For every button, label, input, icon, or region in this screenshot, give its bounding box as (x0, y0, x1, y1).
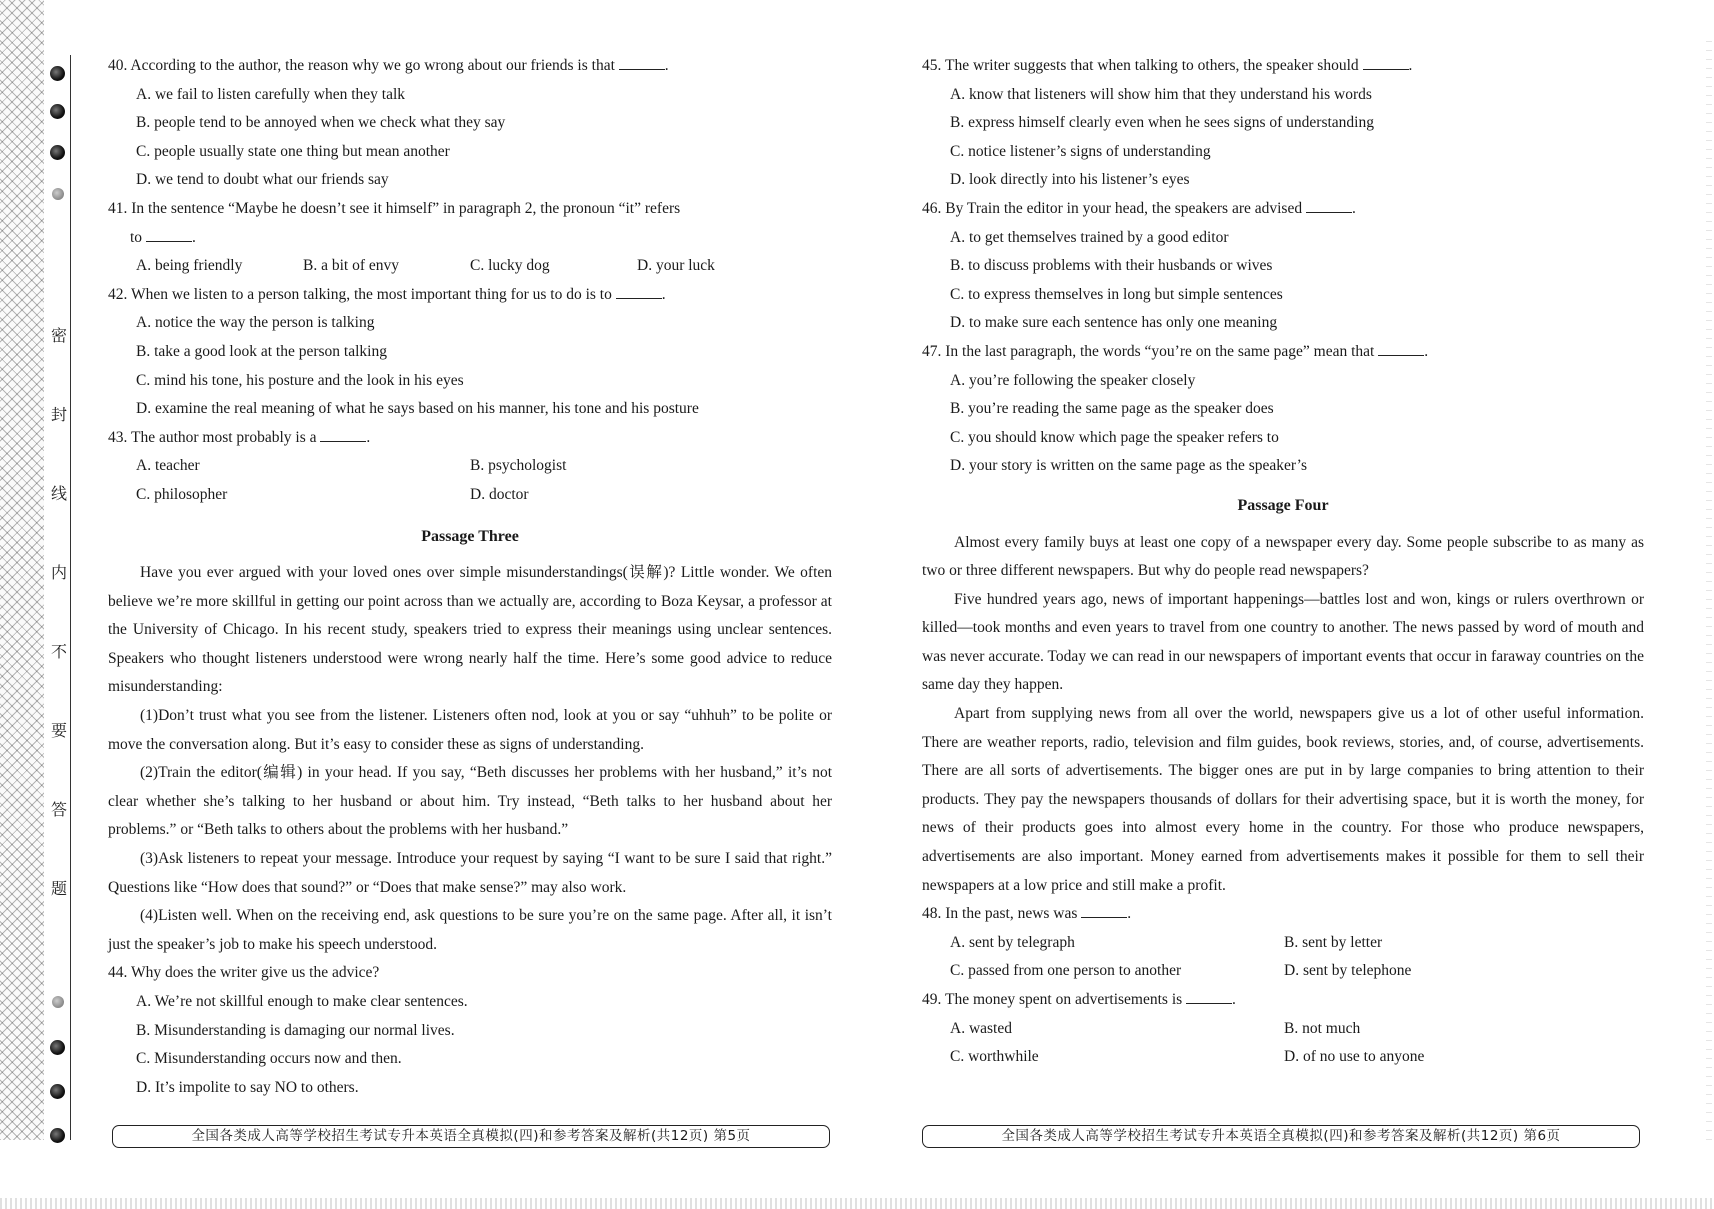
question-stem: 40. According to the author, the reason why we go wrong about our friends is that (108, 57, 615, 74)
option: C. you should know which page the speaker refers to (950, 428, 1279, 446)
passage-paragraph: (3)Ask listeners to repeat your message. Introduce your request by saying “I want to be sure I said that right.” Questions like “How does that sound?” or “Does that make sense?” may also work. (108, 850, 832, 896)
answer-blank (1306, 197, 1352, 213)
left-page (108, 52, 832, 1102)
passage-paragraph: Five hundred years ago, news of important happenings—battles lost and won, kings or rulers overthrown or killed—took months and even years to travel from one country to another. The news passed by word of mouth and was never accurate. Today we can read in our newspapers of important events that occur in faraway countries on the same day they happen. (922, 590, 1644, 694)
binding-hole (50, 1128, 65, 1143)
option: A. to get themselves trained by a good editor (950, 228, 1229, 246)
scan-edge-noise (1706, 40, 1712, 1140)
options-row (950, 1043, 1644, 1072)
option: A. you’re following the speaker closely (950, 371, 1196, 389)
question-47: 47. In the last paragraph, the words “you’re on the same page” mean that . (922, 338, 1644, 367)
option: B. take a good look at the person talking (136, 342, 387, 360)
option: B. a bit of envy (303, 257, 399, 275)
question-stem-cont: to (130, 228, 143, 246)
option: A. being friendly (136, 257, 243, 275)
option: B. Misunderstanding is damaging our normal lives. (136, 1021, 455, 1039)
answer-blank (616, 283, 662, 299)
option: A. teacher (136, 457, 200, 475)
option: D. to make sure each sentence has only one meaning (950, 314, 1278, 332)
option: B. you’re reading the same page as the speaker does (950, 400, 1274, 418)
option: D. we tend to doubt what our friends say (136, 171, 389, 189)
options-row (950, 957, 1644, 986)
option: A. wasted (950, 1019, 1012, 1037)
question-stem: 48. In the past, news was (922, 905, 1078, 923)
option: A. we fail to listen carefully when they talk (136, 85, 406, 103)
passage-paragraph: (4)Listen well. When on the receiving end, ask questions to be sure you’re on the same page. After all, it isn’t just the speaker’s job to make his speech understood. (108, 907, 832, 953)
question-42: 42. When we listen to a person talking, the most important thing for us to do is to . (108, 281, 832, 310)
seal-char: 内 (49, 560, 69, 583)
options-row (136, 252, 832, 281)
seal-char: 题 (49, 876, 69, 899)
answer-blank (1378, 340, 1424, 356)
passage-paragraph: Have you ever argued with your loved ones over simple misunderstandings(误解)? Little wonder. We often believe we’re more skillful in getting our point across than we actually are, according to Boza Keysar, a professor at the University of Chicago. In his recent study, speakers tried to express their meanings using unclear sentences. Speakers who thought listeners understood were wrong nearly half the time. Here’s some good advice to reduce misunderstanding: (108, 564, 832, 696)
passage-paragraph: Apart from supplying news from all over the world, newspapers give us a lot of other useful information. There are weather reports, radio, television and film guides, book reviews, stories, and, of course, advertisements. There are all sorts of advertisements. The bigger ones are put in by large companies to bring attention to their products. They pay the newspapers thousands of dollars for their advertising space, but it is worth the money, for news of their products goes into almost every home in the country. For those who produce newspapers, advertisements are also important. Money earned from advertisements makes it possible for them to sell their newspapers at a low price and still make a profit. (922, 705, 1644, 894)
option: D. look directly into his listener’s eyes (950, 171, 1190, 189)
seal-char: 要 (49, 718, 69, 741)
option: D. of no use to anyone (1284, 1048, 1425, 1066)
binding-line (70, 55, 71, 1140)
answer-blank (146, 226, 192, 242)
binding-hole (52, 188, 64, 200)
option: B. psychologist (470, 457, 567, 475)
option: A. notice the way the person is talking (136, 314, 375, 332)
option: A. know that listeners will show him that they understand his words (950, 85, 1372, 103)
question-49: 49. The money spent on advertisements is . (922, 986, 1644, 1015)
question-45: 45. The writer suggests that when talking to others, the speaker should . (922, 52, 1644, 81)
option: C. people usually state one thing but mean another (136, 142, 450, 160)
question-40: 40. According to the author, the reason why we go wrong about our friends is that . (108, 52, 832, 81)
passage-title: Passage Three (421, 527, 519, 545)
question-46: 46. By Train the editor in your head, the speakers are advised . (922, 195, 1644, 224)
passage-paragraph: (2)Train the editor(编辑) in your head. If you say, “Beth discusses her problems with her husband,” it’s not clear whether she’s talking to her husband or about him. Try instead, “Beth talks to her husband about her problems.” or “Beth talks to others about the problems with her husband.” (108, 764, 832, 839)
answer-blank (1363, 54, 1409, 70)
option: A. We’re not skillful enough to make clear sentences. (136, 993, 468, 1010)
answer-blank (1081, 902, 1127, 918)
seal-char: 答 (49, 797, 69, 820)
question-48: 48. In the past, news was . (922, 900, 1644, 929)
option: B. not much (1284, 1019, 1361, 1037)
options-row (136, 481, 832, 510)
binding-hole (50, 1084, 65, 1099)
option: C. to express themselves in long but simple sentences (950, 285, 1283, 303)
option: B. sent by letter (1284, 933, 1383, 951)
option: D. doctor (470, 485, 529, 503)
binding-hole (52, 996, 64, 1008)
question-43: 43. The author most probably is a . (108, 424, 832, 453)
seal-char: 密 (49, 323, 69, 346)
option: D. your story is written on the same page as the speaker’s (950, 457, 1307, 475)
option: D. your luck (637, 257, 715, 275)
options-row (950, 1015, 1644, 1044)
question-41 (108, 195, 832, 224)
option: D. examine the real meaning of what he says based on his manner, his tone and his posture (136, 400, 699, 418)
options-row (136, 452, 832, 481)
page-footer-left: 全国各类成人高等学校招生考试专升本英语全真模拟(四)和参考答案及解析(共12页) 第5页 (112, 1125, 830, 1148)
option: B. express himself clearly even when he sees signs of understanding (950, 114, 1374, 132)
option: C. mind his tone, his posture and the look in his eyes (136, 371, 464, 389)
option: D. It’s impolite to say NO to others. (136, 1078, 359, 1096)
question-44 (108, 959, 832, 988)
option: D. sent by telephone (1284, 962, 1412, 980)
binding-hole (50, 145, 65, 160)
option: A. sent by telegraph (950, 933, 1075, 951)
right-page (922, 52, 1644, 1072)
passage-paragraph: Almost every family buys at least one copy of a newspaper every day. Some people subscribe to as many as two or three different newspapers. But why do people read newspapers? (922, 533, 1644, 580)
option: C. passed from one person to another (950, 962, 1182, 980)
page-footer-right: 全国各类成人高等学校招生考试专升本英语全真模拟(四)和参考答案及解析(共12页) 第6页 (922, 1125, 1640, 1148)
options-row (950, 929, 1644, 958)
answer-blank (619, 54, 665, 70)
question-stem: 43. The author most probably is a (108, 428, 317, 446)
seal-char: 线 (49, 481, 69, 504)
question-stem: 41. In the sentence “Maybe he doesn’t see it himself” in paragraph 2, the pronoun “it” refers (108, 199, 681, 217)
option: B. people tend to be annoyed when we check what they say (136, 114, 506, 132)
seal-char: 封 (49, 402, 69, 425)
question-stem: 45. The writer suggests that when talking to others, the speaker should (922, 57, 1359, 74)
option: C. worthwhile (950, 1048, 1039, 1066)
question-stem: 44. Why does the writer give us the advice? (108, 964, 380, 982)
binding-hole (50, 66, 65, 81)
answer-blank (320, 426, 366, 442)
binding-hole (50, 1040, 65, 1055)
binding-hole (50, 104, 65, 119)
passage-title: Passage Four (1237, 496, 1329, 514)
option: B. to discuss problems with their husbands or wives (950, 257, 1273, 275)
option: C. lucky dog (470, 257, 550, 275)
seal-char: 不 (49, 639, 69, 662)
option: C. Misunderstanding occurs now and then. (136, 1050, 402, 1068)
question-stem: 46. By Train the editor in your head, the speakers are advised (922, 199, 1303, 217)
question-stem: 49. The money spent on advertisements is (922, 991, 1183, 1008)
question-stem: 42. When we listen to a person talking, the most important thing for us to do is to (108, 285, 612, 303)
binding-margin-pattern (0, 0, 44, 1140)
passage-paragraph: (1)Don’t trust what you see from the listener. Listeners often nod, look at you or say “uhhuh” to be polite or move the conversation along. But it’s easy to consider these as signs of understanding. (108, 707, 832, 753)
question-stem: 47. In the last paragraph, the words “you’re on the same page” mean that (922, 342, 1375, 360)
scan-edge-noise (0, 1198, 1714, 1209)
option: C. philosopher (136, 485, 228, 503)
answer-blank (1186, 988, 1232, 1004)
question-41-cont: to . (130, 224, 832, 253)
option: C. notice listener’s signs of understanding (950, 142, 1211, 160)
